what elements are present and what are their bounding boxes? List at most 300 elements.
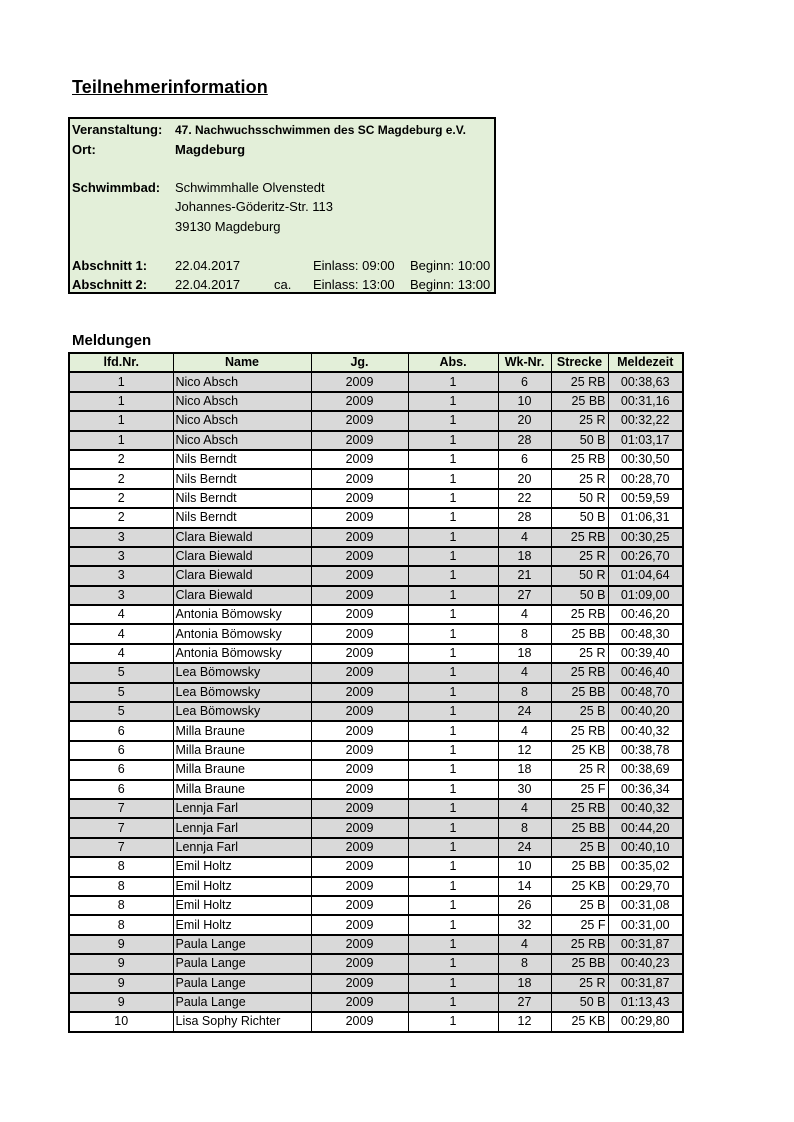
abschnitt-einlass: Einlass: 09:00: [313, 258, 395, 273]
cell-name: Paula Lange: [173, 974, 311, 993]
cell-wk-nr: 28: [498, 508, 551, 527]
cell-lfd-nr: 9: [69, 954, 173, 973]
cell-lfd-nr: 8: [69, 857, 173, 876]
cell-wk-nr: 22: [498, 489, 551, 508]
table-row: [69, 721, 683, 740]
cell-wk-nr: 21: [498, 566, 551, 585]
table-row: [69, 857, 683, 876]
abschnitt-date: 22.04.2017: [175, 277, 241, 292]
cell-lfd-nr: 7: [69, 799, 173, 818]
cell-wk-nr: 24: [498, 838, 551, 857]
table-row: [69, 489, 683, 508]
cell-strecke: 25 F: [551, 915, 608, 934]
cell-meldezeit: 00:31,08: [608, 896, 683, 915]
cell-strecke: 25 RB: [551, 450, 608, 469]
cell-jg: 2009: [311, 702, 408, 721]
cell-wk-nr: 8: [498, 818, 551, 837]
cell-meldezeit: 00:30,25: [608, 528, 683, 547]
cell-lfd-nr: 7: [69, 838, 173, 857]
cell-name: Clara Biewald: [173, 566, 311, 585]
cell-abs: 1: [408, 799, 498, 818]
cell-abs: 1: [408, 915, 498, 934]
meldungen-table: [68, 352, 684, 1033]
cell-strecke: 25 B: [551, 896, 608, 915]
schwimmbad-line: Johannes-Göderitz-Str. 113: [175, 199, 334, 214]
cell-meldezeit: 01:09,00: [608, 586, 683, 605]
cell-wk-nr: 18: [498, 547, 551, 566]
cell-jg: 2009: [311, 974, 408, 993]
table-row: [69, 896, 683, 915]
cell-lfd-nr: 4: [69, 644, 173, 663]
cell-strecke: 50 B: [551, 586, 608, 605]
cell-lfd-nr: 1: [69, 411, 173, 430]
table-row: [69, 877, 683, 896]
cell-lfd-nr: 2: [69, 450, 173, 469]
cell-wk-nr: 20: [498, 469, 551, 488]
table-row: [69, 392, 683, 411]
cell-strecke: 25 KB: [551, 741, 608, 760]
cell-abs: 1: [408, 624, 498, 643]
cell-strecke: 25 BB: [551, 392, 608, 411]
cell-jg: 2009: [311, 469, 408, 488]
cell-strecke: 25 RB: [551, 528, 608, 547]
cell-name: Antonia Bömowsky: [173, 644, 311, 663]
cell-jg: 2009: [311, 489, 408, 508]
cell-abs: 1: [408, 935, 498, 954]
cell-jg: 2009: [311, 760, 408, 779]
table-row: [69, 431, 683, 450]
cell-jg: 2009: [311, 624, 408, 643]
cell-lfd-nr: 2: [69, 489, 173, 508]
cell-abs: 1: [408, 818, 498, 837]
cell-abs: 1: [408, 974, 498, 993]
cell-name: Paula Lange: [173, 993, 311, 1012]
cell-strecke: 25 R: [551, 469, 608, 488]
cell-name: Emil Holtz: [173, 857, 311, 876]
veranstaltung-value: 47. Nachwuchsschwimmen des SC Magdeburg e.V.: [175, 123, 466, 137]
table-row: [69, 566, 683, 585]
cell-wk-nr: 18: [498, 974, 551, 993]
abschnitt-date: 22.04.2017: [175, 258, 241, 273]
table-row: [69, 1012, 683, 1031]
table-row: [69, 799, 683, 818]
cell-abs: 1: [408, 760, 498, 779]
cell-meldezeit: 00:59,59: [608, 489, 683, 508]
cell-strecke: 25 BB: [551, 954, 608, 973]
abschnitt-label: Abschnitt 2:: [72, 277, 148, 292]
cell-name: Nils Berndt: [173, 469, 311, 488]
table-row: [69, 702, 683, 721]
table-row: [69, 586, 683, 605]
cell-jg: 2009: [311, 741, 408, 760]
cell-lfd-nr: 2: [69, 508, 173, 527]
abschnitt-einlass: Einlass: 13:00: [313, 277, 395, 292]
cell-lfd-nr: 9: [69, 974, 173, 993]
column-header-name: Name: [173, 353, 311, 372]
cell-lfd-nr: 6: [69, 760, 173, 779]
cell-strecke: 25 RB: [551, 935, 608, 954]
cell-lfd-nr: 3: [69, 528, 173, 547]
cell-lfd-nr: 8: [69, 915, 173, 934]
cell-name: Emil Holtz: [173, 915, 311, 934]
cell-wk-nr: 4: [498, 663, 551, 682]
cell-abs: 1: [408, 857, 498, 876]
cell-jg: 2009: [311, 896, 408, 915]
cell-abs: 1: [408, 721, 498, 740]
cell-strecke: 25 F: [551, 780, 608, 799]
table-row: [69, 780, 683, 799]
cell-lfd-nr: 6: [69, 780, 173, 799]
cell-strecke: 25 RB: [551, 372, 608, 391]
cell-abs: 1: [408, 372, 498, 391]
abschnitt-label: Abschnitt 1:: [72, 258, 148, 273]
cell-abs: 1: [408, 1012, 498, 1031]
meldungen-title: Meldungen: [72, 332, 152, 349]
cell-jg: 2009: [311, 915, 408, 934]
cell-wk-nr: 4: [498, 721, 551, 740]
column-header-abs: Abs.: [408, 353, 498, 372]
table-row: [69, 974, 683, 993]
cell-strecke: 25 KB: [551, 1012, 608, 1031]
cell-strecke: 25 R: [551, 760, 608, 779]
cell-wk-nr: 12: [498, 741, 551, 760]
schwimmbad-line: 39130 Magdeburg: [175, 219, 281, 234]
table-row: [69, 683, 683, 702]
cell-lfd-nr: 3: [69, 566, 173, 585]
cell-name: Nils Berndt: [173, 450, 311, 469]
cell-meldezeit: 00:40,10: [608, 838, 683, 857]
table-row: [69, 450, 683, 469]
cell-jg: 2009: [311, 954, 408, 973]
cell-wk-nr: 4: [498, 605, 551, 624]
cell-abs: 1: [408, 547, 498, 566]
cell-jg: 2009: [311, 1012, 408, 1031]
cell-abs: 1: [408, 450, 498, 469]
cell-wk-nr: 30: [498, 780, 551, 799]
cell-name: Milla Braune: [173, 760, 311, 779]
cell-abs: 1: [408, 605, 498, 624]
cell-name: Lennja Farl: [173, 818, 311, 837]
cell-lfd-nr: 1: [69, 431, 173, 450]
cell-name: Clara Biewald: [173, 528, 311, 547]
cell-name: Nico Absch: [173, 431, 311, 450]
cell-strecke: 25 BB: [551, 857, 608, 876]
cell-jg: 2009: [311, 372, 408, 391]
cell-strecke: 25 BB: [551, 818, 608, 837]
cell-abs: 1: [408, 954, 498, 973]
table-row: [69, 372, 683, 391]
table-row: [69, 624, 683, 643]
cell-strecke: 50 R: [551, 489, 608, 508]
cell-wk-nr: 24: [498, 702, 551, 721]
ort-value: Magdeburg: [175, 142, 246, 157]
cell-jg: 2009: [311, 586, 408, 605]
cell-meldezeit: 00:31,87: [608, 974, 683, 993]
cell-wk-nr: 10: [498, 857, 551, 876]
cell-name: Clara Biewald: [173, 547, 311, 566]
cell-name: Paula Lange: [173, 935, 311, 954]
cell-lfd-nr: 9: [69, 935, 173, 954]
cell-lfd-nr: 7: [69, 818, 173, 837]
column-header-meldezeit: Meldezeit: [608, 353, 683, 372]
cell-lfd-nr: 1: [69, 372, 173, 391]
cell-wk-nr: 8: [498, 683, 551, 702]
cell-jg: 2009: [311, 683, 408, 702]
cell-abs: 1: [408, 877, 498, 896]
cell-wk-nr: 20: [498, 411, 551, 430]
table-row: [69, 993, 683, 1012]
cell-meldezeit: 00:32,22: [608, 411, 683, 430]
cell-name: Lennja Farl: [173, 838, 311, 857]
cell-jg: 2009: [311, 663, 408, 682]
cell-name: Nils Berndt: [173, 489, 311, 508]
cell-jg: 2009: [311, 392, 408, 411]
cell-abs: 1: [408, 683, 498, 702]
cell-meldezeit: 00:36,34: [608, 780, 683, 799]
table-row: [69, 760, 683, 779]
cell-meldezeit: 00:31,16: [608, 392, 683, 411]
column-header-lfd-nr: lfd.Nr.: [69, 353, 173, 372]
cell-name: Lisa Sophy Richter: [173, 1012, 311, 1031]
cell-abs: 1: [408, 566, 498, 585]
cell-abs: 1: [408, 663, 498, 682]
cell-meldezeit: 01:04,64: [608, 566, 683, 585]
cell-wk-nr: 4: [498, 528, 551, 547]
cell-strecke: 50 B: [551, 431, 608, 450]
cell-strecke: 25 RB: [551, 663, 608, 682]
cell-abs: 1: [408, 508, 498, 527]
cell-strecke: 25 B: [551, 838, 608, 857]
cell-name: Clara Biewald: [173, 586, 311, 605]
cell-jg: 2009: [311, 838, 408, 857]
cell-strecke: 25 KB: [551, 877, 608, 896]
cell-jg: 2009: [311, 528, 408, 547]
cell-meldezeit: 00:46,40: [608, 663, 683, 682]
column-header-strecke: Strecke: [551, 353, 608, 372]
cell-wk-nr: 14: [498, 877, 551, 896]
cell-meldezeit: 00:31,87: [608, 935, 683, 954]
cell-jg: 2009: [311, 411, 408, 430]
cell-wk-nr: 12: [498, 1012, 551, 1031]
abschnitt-beginn: Beginn: 13:00: [410, 277, 491, 292]
cell-strecke: 50 B: [551, 993, 608, 1012]
abschnitt-ca: ca.: [274, 277, 292, 292]
cell-lfd-nr: 6: [69, 741, 173, 760]
cell-lfd-nr: 6: [69, 721, 173, 740]
cell-wk-nr: 4: [498, 799, 551, 818]
cell-wk-nr: 27: [498, 993, 551, 1012]
cell-meldezeit: 01:13,43: [608, 993, 683, 1012]
table-row: [69, 838, 683, 857]
table-row: [69, 547, 683, 566]
cell-abs: 1: [408, 489, 498, 508]
cell-wk-nr: 26: [498, 896, 551, 915]
cell-strecke: 25 RB: [551, 799, 608, 818]
page-title: Teilnehmerinformation: [72, 77, 268, 97]
cell-name: Nico Absch: [173, 372, 311, 391]
cell-jg: 2009: [311, 799, 408, 818]
cell-name: Milla Braune: [173, 741, 311, 760]
cell-name: Paula Lange: [173, 954, 311, 973]
cell-lfd-nr: 10: [69, 1012, 173, 1031]
cell-name: Lea Bömowsky: [173, 683, 311, 702]
cell-wk-nr: 10: [498, 392, 551, 411]
cell-name: Lea Bömowsky: [173, 702, 311, 721]
cell-strecke: 25 BB: [551, 683, 608, 702]
cell-abs: 1: [408, 644, 498, 663]
cell-lfd-nr: 8: [69, 877, 173, 896]
cell-meldezeit: 00:46,20: [608, 605, 683, 624]
cell-strecke: 25 RB: [551, 721, 608, 740]
cell-jg: 2009: [311, 566, 408, 585]
cell-abs: 1: [408, 702, 498, 721]
cell-jg: 2009: [311, 993, 408, 1012]
table-row: [69, 508, 683, 527]
cell-meldezeit: 00:44,20: [608, 818, 683, 837]
cell-strecke: 25 R: [551, 547, 608, 566]
cell-strecke: 50 B: [551, 508, 608, 527]
cell-meldezeit: 00:29,80: [608, 1012, 683, 1031]
cell-jg: 2009: [311, 431, 408, 450]
cell-meldezeit: 00:31,00: [608, 915, 683, 934]
cell-abs: 1: [408, 586, 498, 605]
cell-meldezeit: 00:28,70: [608, 469, 683, 488]
cell-abs: 1: [408, 528, 498, 547]
cell-jg: 2009: [311, 644, 408, 663]
table-row: [69, 469, 683, 488]
cell-name: Milla Braune: [173, 721, 311, 740]
cell-jg: 2009: [311, 450, 408, 469]
cell-name: Nico Absch: [173, 411, 311, 430]
cell-wk-nr: 6: [498, 450, 551, 469]
cell-lfd-nr: 3: [69, 547, 173, 566]
cell-abs: 1: [408, 469, 498, 488]
cell-lfd-nr: 5: [69, 663, 173, 682]
cell-wk-nr: 4: [498, 935, 551, 954]
cell-name: Milla Braune: [173, 780, 311, 799]
cell-meldezeit: 00:40,20: [608, 702, 683, 721]
cell-jg: 2009: [311, 818, 408, 837]
cell-abs: 1: [408, 392, 498, 411]
abschnitt-beginn: Beginn: 10:00: [410, 258, 491, 273]
cell-wk-nr: 18: [498, 760, 551, 779]
cell-lfd-nr: 3: [69, 586, 173, 605]
cell-jg: 2009: [311, 877, 408, 896]
cell-strecke: 25 BB: [551, 624, 608, 643]
cell-jg: 2009: [311, 721, 408, 740]
cell-abs: 1: [408, 780, 498, 799]
cell-strecke: 25 RB: [551, 605, 608, 624]
cell-strecke: 25 R: [551, 644, 608, 663]
cell-meldezeit: 00:29,70: [608, 877, 683, 896]
cell-jg: 2009: [311, 605, 408, 624]
cell-meldezeit: 00:40,32: [608, 721, 683, 740]
cell-meldezeit: 00:40,23: [608, 954, 683, 973]
cell-lfd-nr: 9: [69, 993, 173, 1012]
cell-wk-nr: 8: [498, 624, 551, 643]
cell-strecke: 25 R: [551, 974, 608, 993]
cell-meldezeit: 00:26,70: [608, 547, 683, 566]
cell-jg: 2009: [311, 780, 408, 799]
cell-lfd-nr: 5: [69, 683, 173, 702]
cell-jg: 2009: [311, 857, 408, 876]
cell-meldezeit: 00:38,63: [608, 372, 683, 391]
cell-lfd-nr: 1: [69, 392, 173, 411]
cell-name: Lea Bömowsky: [173, 663, 311, 682]
cell-jg: 2009: [311, 508, 408, 527]
cell-meldezeit: 00:40,32: [608, 799, 683, 818]
table-header-row: [69, 353, 683, 372]
cell-meldezeit: 00:48,70: [608, 683, 683, 702]
cell-meldezeit: 00:35,02: [608, 857, 683, 876]
table-row: [69, 644, 683, 663]
cell-wk-nr: 32: [498, 915, 551, 934]
table-row: [69, 915, 683, 934]
cell-name: Nico Absch: [173, 392, 311, 411]
cell-lfd-nr: 4: [69, 624, 173, 643]
cell-meldezeit: 01:03,17: [608, 431, 683, 450]
event-info-box: [68, 117, 496, 294]
cell-jg: 2009: [311, 547, 408, 566]
cell-name: Lennja Farl: [173, 799, 311, 818]
cell-name: Antonia Bömowsky: [173, 605, 311, 624]
table-row: [69, 818, 683, 837]
cell-abs: 1: [408, 838, 498, 857]
schwimmbad-label: Schwimmbad:: [72, 180, 161, 195]
cell-abs: 1: [408, 896, 498, 915]
cell-strecke: 25 B: [551, 702, 608, 721]
cell-abs: 1: [408, 993, 498, 1012]
table-row: [69, 605, 683, 624]
cell-meldezeit: 00:39,40: [608, 644, 683, 663]
cell-lfd-nr: 4: [69, 605, 173, 624]
cell-meldezeit: 00:38,69: [608, 760, 683, 779]
cell-meldezeit: 00:30,50: [608, 450, 683, 469]
cell-name: Emil Holtz: [173, 896, 311, 915]
cell-wk-nr: 8: [498, 954, 551, 973]
table-row: [69, 411, 683, 430]
cell-wk-nr: 28: [498, 431, 551, 450]
cell-lfd-nr: 5: [69, 702, 173, 721]
cell-lfd-nr: 2: [69, 469, 173, 488]
column-header-jg: Jg.: [311, 353, 408, 372]
cell-name: Emil Holtz: [173, 877, 311, 896]
veranstaltung-label: Veranstaltung:: [72, 122, 163, 137]
cell-wk-nr: 27: [498, 586, 551, 605]
ort-label: Ort:: [72, 142, 96, 157]
table-row: [69, 741, 683, 760]
cell-name: Antonia Bömowsky: [173, 624, 311, 643]
cell-abs: 1: [408, 431, 498, 450]
cell-meldezeit: 00:38,78: [608, 741, 683, 760]
table-row: [69, 935, 683, 954]
table-row: [69, 528, 683, 547]
cell-lfd-nr: 8: [69, 896, 173, 915]
table-row: [69, 954, 683, 973]
cell-abs: 1: [408, 741, 498, 760]
cell-strecke: 25 R: [551, 411, 608, 430]
table-row: [69, 663, 683, 682]
column-header-wk-nr: Wk-Nr.: [498, 353, 551, 372]
schwimmbad-line: Schwimmhalle Olvenstedt: [175, 180, 325, 195]
cell-strecke: 50 R: [551, 566, 608, 585]
cell-wk-nr: 6: [498, 372, 551, 391]
cell-wk-nr: 18: [498, 644, 551, 663]
cell-jg: 2009: [311, 935, 408, 954]
cell-meldezeit: 01:06,31: [608, 508, 683, 527]
cell-abs: 1: [408, 411, 498, 430]
cell-meldezeit: 00:48,30: [608, 624, 683, 643]
